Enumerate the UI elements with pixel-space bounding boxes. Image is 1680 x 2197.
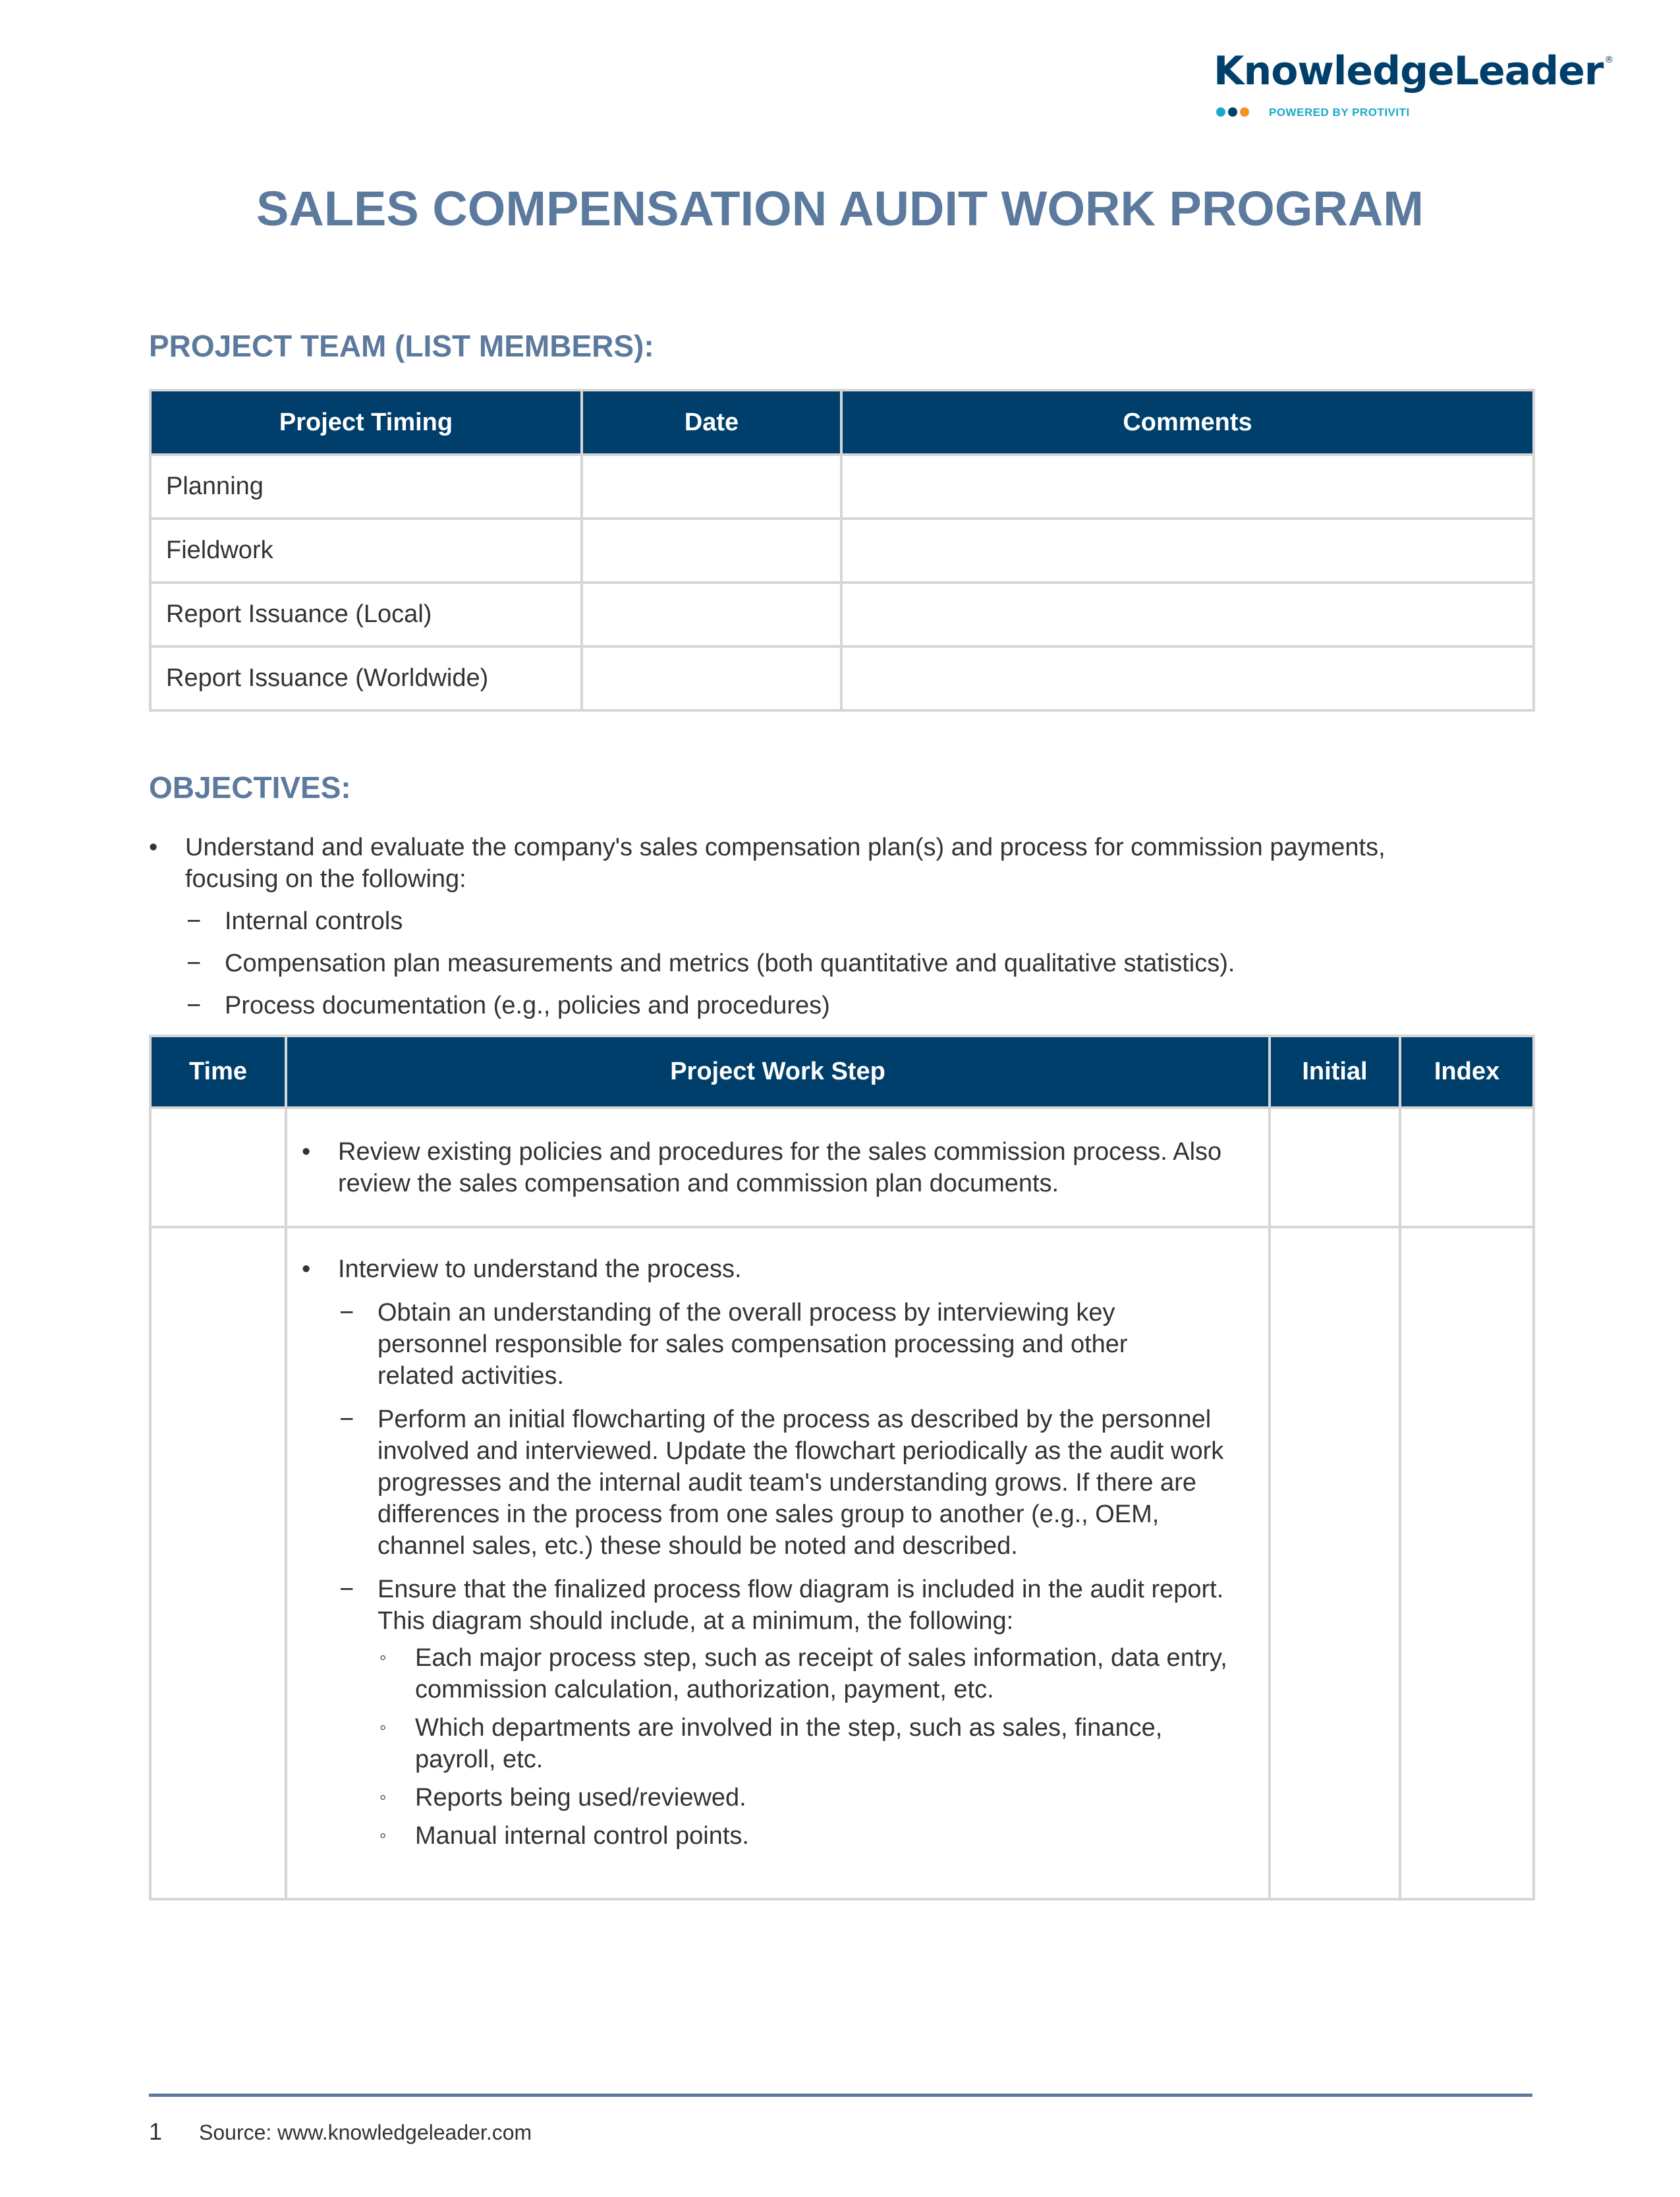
page-number: 1 <box>149 2118 163 2145</box>
comments-cell[interactable] <box>841 583 1534 646</box>
objective-main-text: Understand and evaluate the company's sales compensation plan(s) and process for commission payments, focusing on the following: <box>185 834 1386 893</box>
table-row <box>150 1108 1534 1227</box>
objectives-heading: OBJECTIVES: <box>149 770 351 805</box>
logo-dot-navy <box>1228 107 1237 117</box>
project-team-heading: PROJECT TEAM (LIST MEMBERS): <box>149 329 654 363</box>
column-header-project-work-step: Project Work Step <box>286 1036 1270 1108</box>
work-step-sub-item: − Ensure that the finalized process flow diagram is included in the audit report. This diagram should include, at a minimum, the following: <box>339 1574 1248 1637</box>
timing-cell: Fieldwork <box>150 519 582 583</box>
column-header-date: Date <box>582 390 841 455</box>
table-row <box>150 583 1534 646</box>
logo-dot-teal <box>1216 107 1225 117</box>
logo-dots-icon <box>1216 107 1249 117</box>
registered-mark: ® <box>1604 55 1613 65</box>
objectives-list <box>149 832 1532 1021</box>
index-cell[interactable] <box>1400 1227 1534 1899</box>
time-cell[interactable] <box>150 1227 286 1899</box>
column-header-initial: Initial <box>1270 1036 1400 1108</box>
work-step-subsub-item: ◦ Reports being used/reviewed. <box>377 1782 1248 1813</box>
work-step-sub-item: − Perform an initial flowcharting of the process as described by the personnel involved and interviewed. Update the flowchart periodically as the audit work progresses and the internal audit team's understanding grows. If there are differences in the process from one sales group to another (e.g., OEM, channel sales, etc.) these should be noted and described. <box>339 1404 1248 1562</box>
comments-cell[interactable] <box>841 519 1534 583</box>
date-cell[interactable] <box>582 455 841 519</box>
work-step-subsub-item: ◦ Each major process step, such as receipt of sales information, data entry, commission calculation, authorization, payment, etc. <box>377 1642 1248 1705</box>
table-row <box>150 1227 1534 1899</box>
column-header-index: Index <box>1400 1036 1534 1108</box>
source-link[interactable]: Source: www.knowledgeleader.com <box>199 2121 532 2144</box>
objective-sub-item: − Internal controls <box>186 905 1532 937</box>
work-program-table <box>149 1035 1535 1900</box>
knowledgeleader-logo <box>1214 48 1613 94</box>
table-row <box>150 646 1534 710</box>
objective-sub-item: − Process documentation (e.g., policies and procedures) <box>186 990 1532 1021</box>
logo-wordmark: KnowledgeLeader <box>1214 48 1604 94</box>
objective-main-item <box>149 832 1532 895</box>
table-row <box>150 519 1534 583</box>
work-step-item: • Interview to understand the process. <box>302 1253 1248 1285</box>
work-step-cell <box>286 1227 1270 1899</box>
work-step-cell <box>286 1108 1270 1227</box>
date-cell[interactable] <box>582 583 841 646</box>
column-header-time: Time <box>150 1036 286 1108</box>
work-step-sub-item: − Obtain an understanding of the overall process by interviewing key personnel responsible for sales compensation processing and other related activities. <box>339 1297 1248 1392</box>
work-step-item: • Review existing policies and procedures for the sales commission process. Also review the sales compensation and commission plan documents. <box>302 1136 1248 1199</box>
comments-cell[interactable] <box>841 455 1534 519</box>
page-title: SALES COMPENSATION AUDIT WORK PROGRAM <box>256 181 1424 236</box>
timing-cell: Planning <box>150 455 582 519</box>
index-cell[interactable] <box>1400 1108 1534 1227</box>
timing-cell: Report Issuance (Local) <box>150 583 582 646</box>
initial-cell[interactable] <box>1270 1108 1400 1227</box>
project-timing-table <box>149 389 1535 712</box>
column-header-comments: Comments <box>841 390 1534 455</box>
work-step-subsub-item: ◦ Manual internal control points. <box>377 1820 1248 1852</box>
table-row <box>150 455 1534 519</box>
date-cell[interactable] <box>582 519 841 583</box>
timing-cell: Report Issuance (Worldwide) <box>150 646 582 710</box>
comments-cell[interactable] <box>841 646 1534 710</box>
date-cell[interactable] <box>582 646 841 710</box>
table-header-row <box>150 390 1534 455</box>
time-cell[interactable] <box>150 1108 286 1227</box>
logo-tagline: POWERED BY PROTIVITI <box>1269 106 1410 119</box>
work-step-subsub-item: ◦ Which departments are involved in the step, such as sales, finance, payroll, etc. <box>377 1712 1248 1775</box>
column-header-project-timing: Project Timing <box>150 390 582 455</box>
footer-divider <box>149 2094 1532 2097</box>
objective-sub-item: − Compensation plan measurements and metrics (both quantitative and qualitative statistics). <box>186 948 1532 979</box>
logo-dot-orange <box>1240 107 1249 117</box>
table-header-row <box>150 1036 1534 1108</box>
initial-cell[interactable] <box>1270 1227 1400 1899</box>
